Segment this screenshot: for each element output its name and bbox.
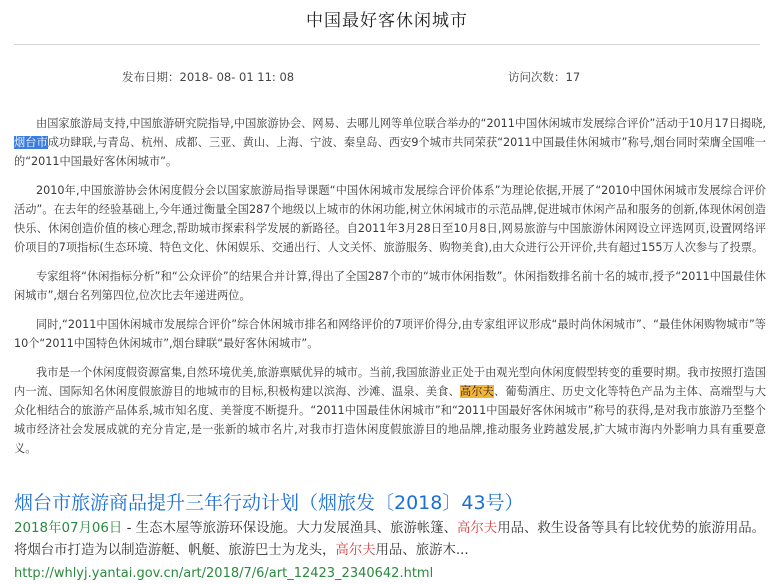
search-result-date: 2018年07月06日 — [14, 521, 123, 536]
article-paragraph-1 — [14, 114, 766, 171]
search-result-url[interactable]: http://whlyj.yantai.gov.cn/art/2018/7/6/art_12423_2340642.html — [14, 566, 434, 581]
publish-date-value: 2018- 08- 01 11: 08 — [179, 70, 295, 84]
paragraph-text: 我市是一个休闲度假资源富集,自然环境优美,旅游禀赋优异的城市。当前,我国旅游业正处于由观光型向休闲度假型转变的重要时期。我市按照打造国内一流、国际知名休闲度假旅游目的地城市的目标,积极构建以滨海、沙滩、温泉、美食、 — [14, 366, 766, 398]
visit-count-label: 访问次数： — [508, 70, 566, 84]
publish-date-label: 发布日期： — [122, 70, 180, 84]
publish-date — [122, 69, 294, 85]
article-paragraph-3: 专家组将“休闲指标分析”和“公众评价”的结果合并计算,得出了全国287个市的“城市休闲指数”。休闲指数排名前十名的城市,授予“2011中国最佳休闲城市”,烟台名列第四位,位次比去年递进两位。 — [14, 270, 766, 302]
title-divider — [14, 44, 760, 45]
page-title: 中国最好客休闲城市 — [306, 11, 468, 31]
keyword-highlight: 高尔夫 — [459, 385, 494, 398]
article-paragraph-5 — [14, 363, 766, 458]
snippet-keyword: 高尔夫 — [335, 543, 376, 558]
paragraph-text: 、葡萄酒庄、历史文化等特色产品为主体、高端型与大众化相结合的旅游产品体系,城市知名度、美誉度不断提升。“2011中国最佳休闲城市”和“2011中国最好客休闲城市”称号的获得,是对我市旅游乃至整个城市经济社会发展成就的充分肯定,是一张新的城市名片,对我市打造休闲度假旅游目的地品牌,推动服务业跨越发展,扩大城市海内外影响力具有重要意义。 — [14, 385, 766, 455]
visit-count-value: 17 — [565, 70, 581, 84]
search-result-title-link[interactable]: 烟台市旅游商品提升三年行动计划（烟旅发〔2018〕43号） — [14, 492, 524, 514]
snippet-text: - 生态木屋等旅游环保设施。大力发展渔具、旅游帐篷、 — [122, 521, 458, 536]
selected-text[interactable]: 烟台市 — [14, 136, 48, 149]
search-result-snippet — [14, 518, 766, 562]
article-body — [14, 114, 766, 468]
article-paragraph-4: 同时,“2011中国休闲城市发展综合评价”综合休闲城市排名和网络评价的7项评价得分,由专家组评议形成“最时尚休闲城市”、“最佳休闲购物城市”等10个“2011中国特色休闲城市”,烟台肆联“最好客休闲城市”。 — [14, 318, 766, 350]
search-result — [14, 490, 766, 584]
snippet-text: 用品、救生设备等具有比较优势的旅游用品。将烟台市打造为以制造游艇、帆艇、旅游巴士为龙头， — [14, 521, 766, 558]
article-paragraph-2: 2010年,中国旅游协会休闲度假分会以国家旅游局指导课题“中国休闲城市发展综合评价体系”为理论依据,开展了“2010中国休闲城市发展综合评价活动”。在去年的经验基础上,今年通过衡量全国287个地级以上城市的休闲功能,树立休闲城市的示范品牌,促进城市休闲产品和服务的创新,体现休闲创造快乐、休闲创造价值的核心理念,帮助城市探索科学发展的新路径。自2011年3月28日至10月8日,网易旅游与中国旅游休闲网设立评选网页,设置网络评价项目的7项指标(生态环境、特色文化、休闲娱乐、交通出行、人文关怀、旅游服务、购物美食),由大众进行公开评价,共有超过155万人次参与了投票。 — [14, 184, 766, 254]
snippet-text: 用品、旅游木... — [375, 543, 469, 558]
paragraph-text: 成功肆联,与青岛、杭州、成都、三亚、黄山、上海、宁波、秦皇岛、西安9个城市共同荣获“2011中国最佳休闲城市”称号,烟台同时荣膺全国唯一的“2011中国最好客休闲城市”。 — [14, 136, 766, 168]
visit-count — [508, 69, 580, 85]
snippet-keyword: 高尔夫 — [457, 521, 498, 536]
paragraph-text: 由国家旅游局支持,中国旅游研究院指导,中国旅游协会、网易、去哪儿网等单位联合举办的“2011中国休闲城市发展综合评价”活动于10月17日揭晓, — [36, 117, 766, 130]
